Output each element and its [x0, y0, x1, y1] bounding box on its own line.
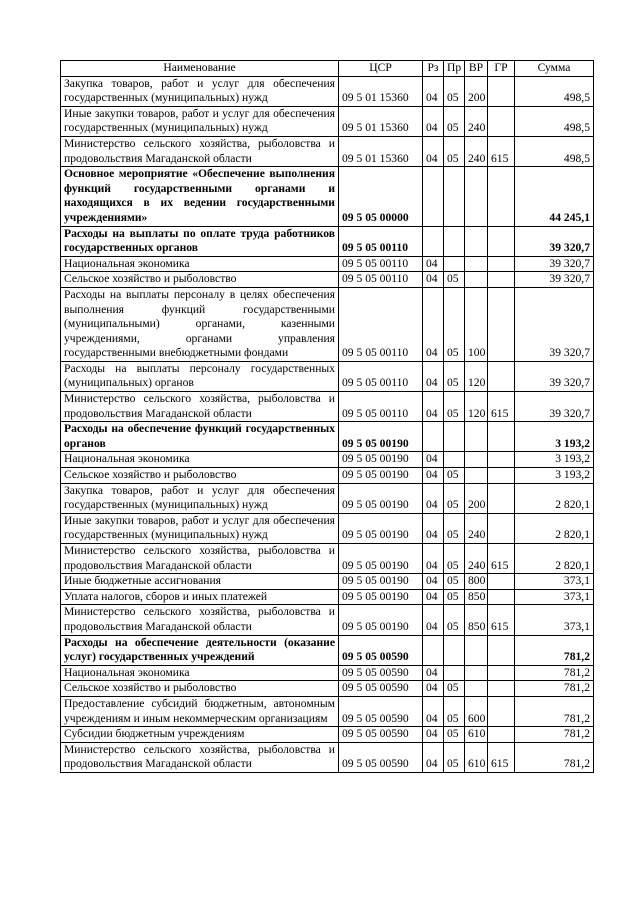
- header-vr: ВР: [465, 61, 488, 77]
- cell-name: Сельское хозяйство и рыболовство: [61, 272, 339, 288]
- cell-csr: 09 5 05 00190: [339, 422, 423, 452]
- cell-name: Министерство сельского хозяйства, рыболовства и продовольствия Магаданской области: [61, 742, 339, 772]
- cell-rz: 04: [423, 589, 444, 605]
- cell-vr: 610: [465, 727, 488, 743]
- cell-csr: 09 5 01 15360: [339, 76, 423, 106]
- cell-name: Уплата налогов, сборов и иных платежей: [61, 589, 339, 605]
- cell-name: Министерство сельского хозяйства, рыболовства и продовольствия Магаданской области: [61, 605, 339, 635]
- cell-pr: 05: [444, 361, 465, 391]
- table-body: [61, 76, 594, 772]
- cell-csr: 09 5 05 00000: [339, 167, 423, 226]
- cell-gr: [488, 513, 515, 543]
- cell-csr: 09 5 05 00590: [339, 727, 423, 743]
- cell-rz: 04: [423, 544, 444, 574]
- cell-pr: [444, 256, 465, 272]
- cell-name: Расходы на обеспечение деятельности (оказание услуг) государственных учреждений: [61, 635, 339, 665]
- cell-vr: 600: [465, 696, 488, 726]
- cell-name: Сельское хозяйство и рыболовство: [61, 681, 339, 697]
- table-row: [61, 76, 594, 106]
- cell-pr: 05: [444, 727, 465, 743]
- cell-vr: [465, 452, 488, 468]
- cell-csr: 09 5 05 00590: [339, 665, 423, 681]
- cell-rz: 04: [423, 136, 444, 166]
- cell-gr: [488, 226, 515, 256]
- cell-csr: 09 5 05 00110: [339, 226, 423, 256]
- cell-vr: 120: [465, 392, 488, 422]
- cell-rz: [423, 226, 444, 256]
- cell-rz: 04: [423, 452, 444, 468]
- cell-csr: 09 5 05 00110: [339, 361, 423, 391]
- cell-csr: 09 5 05 00590: [339, 635, 423, 665]
- cell-sum: 781,2: [515, 696, 594, 726]
- cell-name: Предоставление субсидий бюджетным, автономным учреждениям и иным некоммерческим организациям: [61, 696, 339, 726]
- table-row: [61, 574, 594, 590]
- cell-csr: 09 5 05 00590: [339, 696, 423, 726]
- cell-rz: 04: [423, 468, 444, 484]
- cell-csr: 09 5 05 00110: [339, 256, 423, 272]
- cell-csr: 09 5 05 00190: [339, 574, 423, 590]
- cell-vr: 800: [465, 574, 488, 590]
- cell-gr: [488, 167, 515, 226]
- cell-csr: 09 5 05 00190: [339, 589, 423, 605]
- table-row: [61, 392, 594, 422]
- cell-sum: 373,1: [515, 589, 594, 605]
- table-row: [61, 287, 594, 361]
- cell-name: Расходы на выплаты по оплате труда работников государственных органов: [61, 226, 339, 256]
- cell-vr: [465, 226, 488, 256]
- table-row: [61, 727, 594, 743]
- cell-rz: 04: [423, 696, 444, 726]
- cell-pr: [444, 452, 465, 468]
- cell-csr: 09 5 01 15360: [339, 106, 423, 136]
- table-row: [61, 696, 594, 726]
- table-row: [61, 226, 594, 256]
- cell-sum: 781,2: [515, 727, 594, 743]
- cell-pr: 05: [444, 287, 465, 361]
- table-row: [61, 468, 594, 484]
- cell-csr: 09 5 01 15360: [339, 136, 423, 166]
- cell-rz: 04: [423, 106, 444, 136]
- header-sum: Сумма: [515, 61, 594, 77]
- cell-csr: 09 5 05 00110: [339, 287, 423, 361]
- table-row: [61, 665, 594, 681]
- cell-rz: 04: [423, 574, 444, 590]
- cell-sum: 781,2: [515, 665, 594, 681]
- cell-vr: 100: [465, 287, 488, 361]
- cell-name: Национальная экономика: [61, 256, 339, 272]
- header-rz: Рз: [423, 61, 444, 77]
- cell-sum: 498,5: [515, 76, 594, 106]
- cell-rz: 04: [423, 605, 444, 635]
- cell-vr: [465, 272, 488, 288]
- cell-sum: 498,5: [515, 106, 594, 136]
- cell-vr: 240: [465, 106, 488, 136]
- table-row: [61, 136, 594, 166]
- cell-sum: 39 320,7: [515, 361, 594, 391]
- cell-csr: 09 5 05 00590: [339, 742, 423, 772]
- cell-name: Закупка товаров, работ и услуг для обеспечения государственных (муниципальных) нужд: [61, 76, 339, 106]
- cell-pr: [444, 226, 465, 256]
- cell-pr: 05: [444, 513, 465, 543]
- cell-gr: [488, 452, 515, 468]
- cell-gr: 615: [488, 136, 515, 166]
- cell-pr: 05: [444, 392, 465, 422]
- cell-name: Субсидии бюджетным учреждениям: [61, 727, 339, 743]
- cell-sum: 373,1: [515, 605, 594, 635]
- cell-sum: 781,2: [515, 742, 594, 772]
- cell-name: Национальная экономика: [61, 452, 339, 468]
- cell-gr: [488, 76, 515, 106]
- cell-sum: 2 820,1: [515, 544, 594, 574]
- cell-sum: 39 320,7: [515, 287, 594, 361]
- header-gr: ГР: [488, 61, 515, 77]
- cell-sum: 373,1: [515, 574, 594, 590]
- cell-gr: [488, 287, 515, 361]
- table-row: [61, 605, 594, 635]
- cell-gr: [488, 272, 515, 288]
- cell-sum: 39 320,7: [515, 226, 594, 256]
- cell-vr: [465, 681, 488, 697]
- table-row: [61, 483, 594, 513]
- cell-name: Национальная экономика: [61, 665, 339, 681]
- cell-vr: 240: [465, 513, 488, 543]
- cell-gr: [488, 665, 515, 681]
- cell-rz: 04: [423, 76, 444, 106]
- cell-vr: [465, 422, 488, 452]
- cell-gr: [488, 106, 515, 136]
- cell-csr: 09 5 05 00590: [339, 681, 423, 697]
- cell-csr: 09 5 05 00190: [339, 468, 423, 484]
- cell-vr: 850: [465, 589, 488, 605]
- table-row: [61, 272, 594, 288]
- cell-rz: 04: [423, 742, 444, 772]
- cell-gr: 615: [488, 605, 515, 635]
- cell-csr: 09 5 05 00190: [339, 483, 423, 513]
- cell-sum: 781,2: [515, 635, 594, 665]
- cell-vr: [465, 635, 488, 665]
- cell-vr: 850: [465, 605, 488, 635]
- cell-pr: [444, 635, 465, 665]
- cell-rz: 04: [423, 272, 444, 288]
- cell-rz: 04: [423, 361, 444, 391]
- cell-vr: 120: [465, 361, 488, 391]
- cell-gr: [488, 696, 515, 726]
- header-pr: Пр: [444, 61, 465, 77]
- cell-gr: [488, 422, 515, 452]
- cell-pr: 05: [444, 574, 465, 590]
- cell-vr: 240: [465, 136, 488, 166]
- cell-gr: [488, 681, 515, 697]
- cell-pr: 05: [444, 468, 465, 484]
- table-row: [61, 106, 594, 136]
- header-csr: ЦСР: [339, 61, 423, 77]
- cell-vr: [465, 468, 488, 484]
- cell-name: Министерство сельского хозяйства, рыболовства и продовольствия Магаданской области: [61, 136, 339, 166]
- cell-rz: 04: [423, 287, 444, 361]
- cell-csr: 09 5 05 00190: [339, 605, 423, 635]
- cell-sum: 3 193,2: [515, 468, 594, 484]
- cell-name: Министерство сельского хозяйства, рыболовства и продовольствия Магаданской области: [61, 544, 339, 574]
- table-row: [61, 742, 594, 772]
- cell-sum: 3 193,2: [515, 452, 594, 468]
- cell-sum: 2 820,1: [515, 513, 594, 543]
- cell-pr: 05: [444, 76, 465, 106]
- cell-vr: [465, 167, 488, 226]
- cell-pr: 05: [444, 696, 465, 726]
- cell-csr: 09 5 05 00110: [339, 392, 423, 422]
- table-row: [61, 513, 594, 543]
- cell-vr: [465, 665, 488, 681]
- cell-rz: 04: [423, 256, 444, 272]
- cell-vr: 240: [465, 544, 488, 574]
- cell-pr: 05: [444, 742, 465, 772]
- cell-csr: 09 5 05 00190: [339, 544, 423, 574]
- header-row: [61, 61, 594, 77]
- cell-vr: 610: [465, 742, 488, 772]
- cell-rz: [423, 422, 444, 452]
- cell-gr: 615: [488, 544, 515, 574]
- cell-gr: [488, 574, 515, 590]
- cell-pr: 05: [444, 605, 465, 635]
- cell-pr: 05: [444, 136, 465, 166]
- table-row: [61, 361, 594, 391]
- cell-pr: [444, 665, 465, 681]
- cell-gr: [488, 483, 515, 513]
- table-row: [61, 256, 594, 272]
- cell-name: Сельское хозяйство и рыболовство: [61, 468, 339, 484]
- cell-name: Иные закупки товаров, работ и услуг для обеспечения государственных (муниципальных) нужд: [61, 513, 339, 543]
- cell-gr: 615: [488, 742, 515, 772]
- cell-csr: 09 5 05 00190: [339, 452, 423, 468]
- cell-gr: [488, 256, 515, 272]
- table-row: [61, 422, 594, 452]
- cell-sum: 3 193,2: [515, 422, 594, 452]
- cell-gr: [488, 727, 515, 743]
- cell-name: Расходы на обеспечение функций государственных органов: [61, 422, 339, 452]
- cell-pr: 05: [444, 483, 465, 513]
- cell-sum: 781,2: [515, 681, 594, 697]
- cell-name: Иные закупки товаров, работ и услуг для обеспечения государственных (муниципальных) нужд: [61, 106, 339, 136]
- cell-rz: 04: [423, 681, 444, 697]
- cell-name: Закупка товаров, работ и услуг для обеспечения государственных (муниципальных) нужд: [61, 483, 339, 513]
- cell-vr: [465, 256, 488, 272]
- cell-rz: 04: [423, 392, 444, 422]
- budget-table: [60, 60, 594, 773]
- cell-sum: 44 245,1: [515, 167, 594, 226]
- cell-sum: 2 820,1: [515, 483, 594, 513]
- table-row: [61, 452, 594, 468]
- cell-rz: 04: [423, 513, 444, 543]
- cell-pr: 05: [444, 681, 465, 697]
- header-name: Наименование: [61, 61, 339, 77]
- cell-rz: [423, 635, 444, 665]
- cell-sum: 39 320,7: [515, 272, 594, 288]
- table-row: [61, 544, 594, 574]
- cell-gr: 615: [488, 392, 515, 422]
- cell-pr: 05: [444, 544, 465, 574]
- cell-vr: 200: [465, 76, 488, 106]
- cell-rz: 04: [423, 483, 444, 513]
- cell-csr: 09 5 05 00190: [339, 513, 423, 543]
- cell-pr: [444, 422, 465, 452]
- cell-rz: 04: [423, 727, 444, 743]
- table-row: [61, 635, 594, 665]
- table-row: [61, 167, 594, 226]
- cell-pr: 05: [444, 106, 465, 136]
- cell-gr: [488, 589, 515, 605]
- cell-name: Иные бюджетные ассигнования: [61, 574, 339, 590]
- cell-name: Основное мероприятие «Обеспечение выполнения функций государственными органами и находящихся в их ведении государственными учреждениями»: [61, 167, 339, 226]
- cell-pr: [444, 167, 465, 226]
- cell-gr: [488, 635, 515, 665]
- cell-rz: 04: [423, 665, 444, 681]
- cell-vr: 200: [465, 483, 488, 513]
- cell-sum: 39 320,7: [515, 392, 594, 422]
- cell-pr: 05: [444, 589, 465, 605]
- table-row: [61, 681, 594, 697]
- cell-sum: 498,5: [515, 136, 594, 166]
- cell-rz: [423, 167, 444, 226]
- cell-gr: [488, 361, 515, 391]
- cell-name: Расходы на выплаты персоналу государственных (муниципальных) органов: [61, 361, 339, 391]
- cell-sum: 39 320,7: [515, 256, 594, 272]
- cell-csr: 09 5 05 00110: [339, 272, 423, 288]
- cell-gr: [488, 468, 515, 484]
- table-row: [61, 589, 594, 605]
- cell-name: Министерство сельского хозяйства, рыболовства и продовольствия Магаданской области: [61, 392, 339, 422]
- cell-pr: 05: [444, 272, 465, 288]
- cell-name: Расходы на выплаты персоналу в целях обеспечения выполнения функций государственными (муниципальными) органами, казенными учреждениями, органами управления государственными внебюджетными фондами: [61, 287, 339, 361]
